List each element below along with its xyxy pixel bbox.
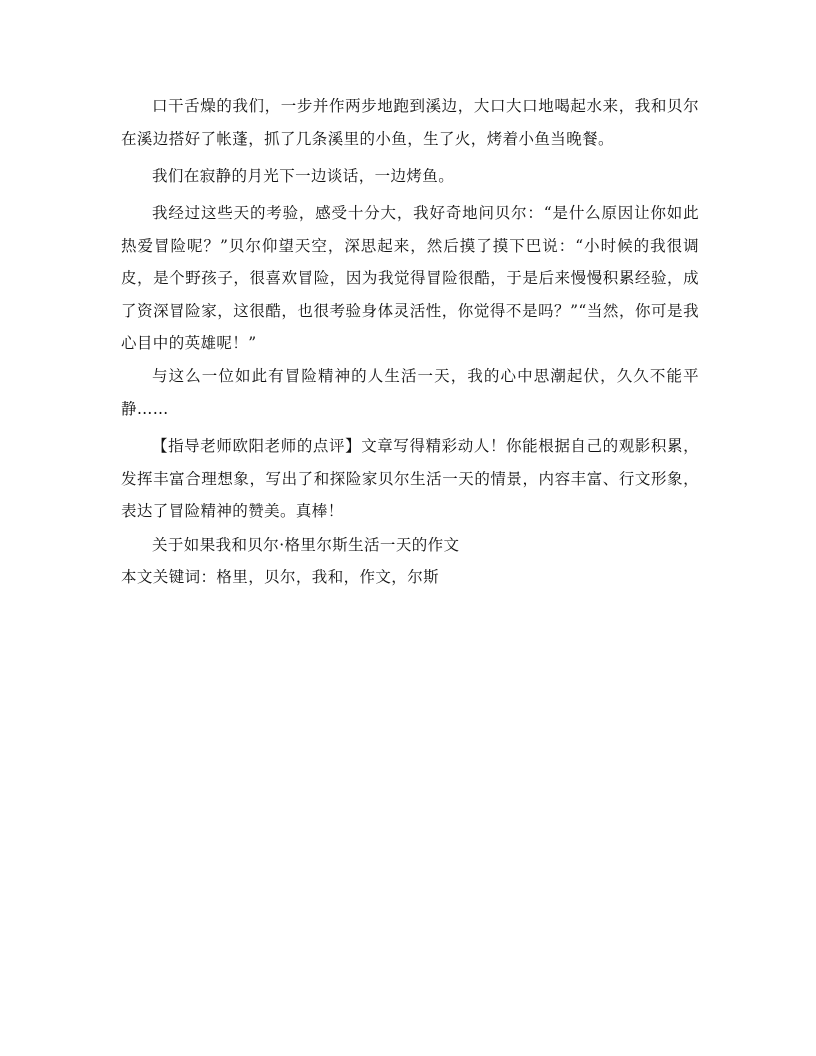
paragraph-moonlight: 我们在寂静的月光下一边谈话，一边烤鱼。: [152, 167, 455, 185]
paragraph-reflection: 与这么一位如此有冒险精神的人生活一天，我的心中思潮起伏，久久不能平静……: [121, 367, 699, 418]
paragraph-teacher-comment: 【指导老师欧阳老师的点评】文章写得精彩动人！你能根据自己的观影积累，发挥丰富合理想象，写出了和探险家贝尔生活一天的情景，内容丰富、行文形象，表达了冒险精神的赞美。真棒！: [121, 437, 699, 520]
keywords-line: 本文关键词：格里，贝尔，我和，作文，尔斯: [121, 568, 440, 586]
paragraph-essay-title: 关于如果我和贝尔·格里尔斯生活一天的作文: [152, 536, 460, 554]
paragraph-conversation: 我经过这些天的考验，感受十分大，我好奇地问贝尔：“是什么原因让你如此热爱冒险呢？”贝尔仰望天空，深思起来，然后摸了摸下巴说：“小时候的我很调皮，是个野孩子，很喜欢冒险，因为我觉得冒险很酷，于是后来慢慢积累经验，成了资深冒险家，这很酷，也很考验身体灵活性，你觉得不是吗？”“当然，你可是我心目中的英雄呢！”: [121, 204, 699, 352]
paragraph-stream-arrival: 口干舌燥的我们，一步并作两步地跑到溪边，大口大口地喝起水来，我和贝尔在溪边搭好了帐蓬，抓了几条溪里的小鱼，生了火，烤着小鱼当晚餐。: [121, 97, 699, 148]
